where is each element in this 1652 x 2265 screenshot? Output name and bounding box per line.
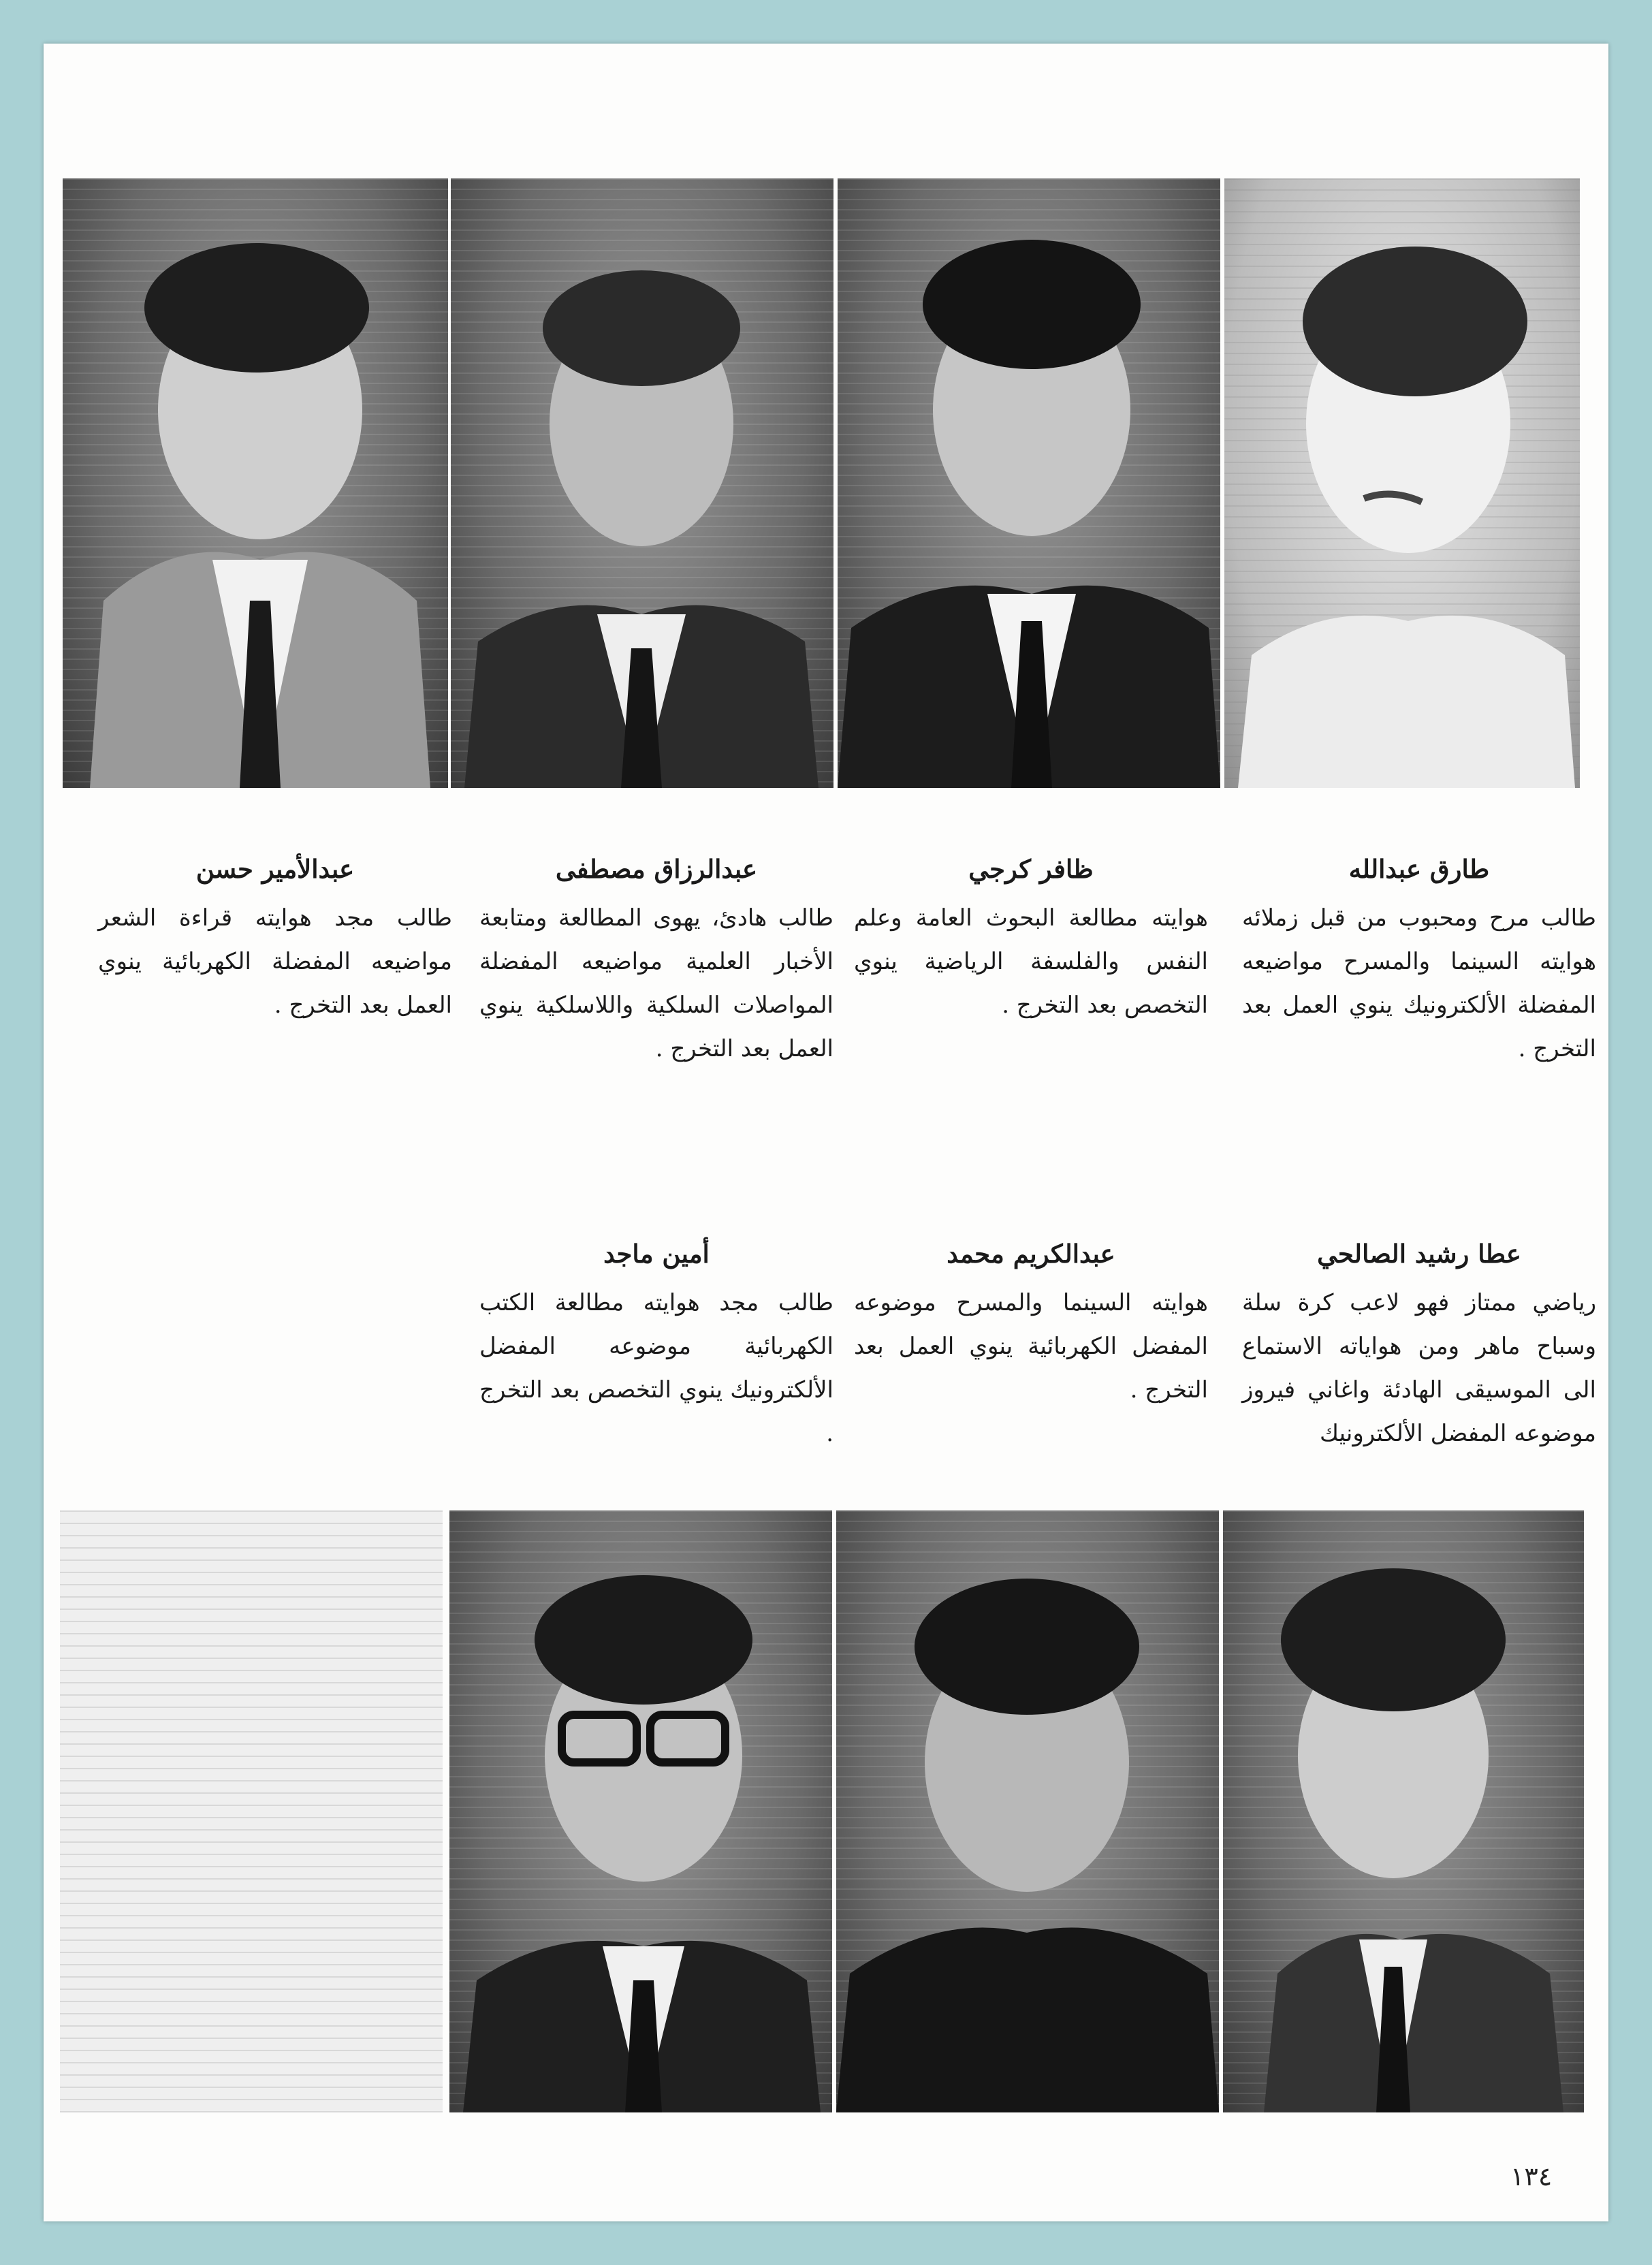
portrait-photo-abdulrazzaq-mustafa: [451, 178, 833, 788]
student-bio: طالب مجد هوايته مطالعة الكتب الكهربائية موضوعه المفضل الألكترونيك ينوي التخصص بعد التخرج .: [479, 1289, 833, 1447]
portrait-photo-ata-rashid-alsalihi: [1223, 1510, 1584, 2112]
student-caption: [1242, 1239, 1596, 1455]
portrait-photo-abdulamir-hassan: [63, 178, 448, 788]
yearbook-page: [44, 44, 1608, 2221]
student-caption: [479, 854, 833, 1071]
student-caption: [1242, 854, 1596, 1071]
student-name: أمين ماجد: [603, 1239, 710, 1269]
portrait-photo-dhafer-karaji: [838, 178, 1220, 788]
portrait-photo-tariq-abdullah: [1224, 178, 1580, 788]
empty-photo-placeholder: [60, 1510, 443, 2112]
student-caption: [479, 1239, 833, 1455]
student-bio: هوايته السينما والمسرح موضوعه المفضل الكهربائية ينوي العمل بعد التخرج .: [854, 1289, 1208, 1404]
student-name: ظافر كرجي: [968, 854, 1094, 884]
portrait-illustration: [1223, 1510, 1584, 2112]
portrait-photo-amin-majid: [449, 1510, 832, 2112]
page-number: ١٣٤: [1510, 2161, 1553, 2191]
portrait-illustration: [449, 1510, 832, 2112]
portrait-illustration: [63, 178, 448, 788]
portrait-photo-abdulkarim-mohammed: [836, 1510, 1219, 2112]
student-caption: [854, 1239, 1208, 1412]
student-bio: طالب هادئ، يهوى المطالعة ومتابعة الأخبار العلمية مواضيعه المفضلة المواصلات السلكية واللاسلكية ينوي العمل بعد التخرج .: [479, 904, 833, 1062]
student-bio: طالب مرح ومحبوب من قبل زملائه هوايته السينما والمسرح مواضيعه المفضلة الألكترونيك ينوي العمل بعد التخرج .: [1242, 904, 1596, 1062]
student-name: طارق عبدالله: [1348, 854, 1490, 884]
portrait-illustration: [1224, 178, 1580, 788]
portrait-illustration: [451, 178, 833, 788]
student-bio: هوايته مطالعة البحوث العامة وعلم النفس والفلسفة الرياضية ينوي التخصص بعد التخرج .: [854, 904, 1208, 1019]
student-bio: طالب مجد هوايته قراءة الشعر مواضيعه المفضلة الكهربائية ينوي العمل بعد التخرج .: [98, 904, 452, 1019]
portrait-illustration: [836, 1510, 1219, 2112]
student-caption: [98, 854, 452, 1027]
student-name: عطا رشيد الصالحي: [1317, 1239, 1521, 1269]
student-name: عبدالكريم محمد: [947, 1239, 1115, 1269]
student-caption: [854, 854, 1208, 1027]
student-name: عبدالرزاق مصطفى: [555, 854, 758, 884]
student-name: عبدالأمير حسن: [195, 854, 355, 884]
portrait-illustration: [838, 178, 1220, 788]
student-bio: رياضي ممتاز فهو لاعب كرة سلة وسباح ماهر ومن هواياته الاستماع الى الموسيقى الهادئة واغاني فيروز موضوعه المفضل الألكترونيك: [1242, 1289, 1596, 1447]
